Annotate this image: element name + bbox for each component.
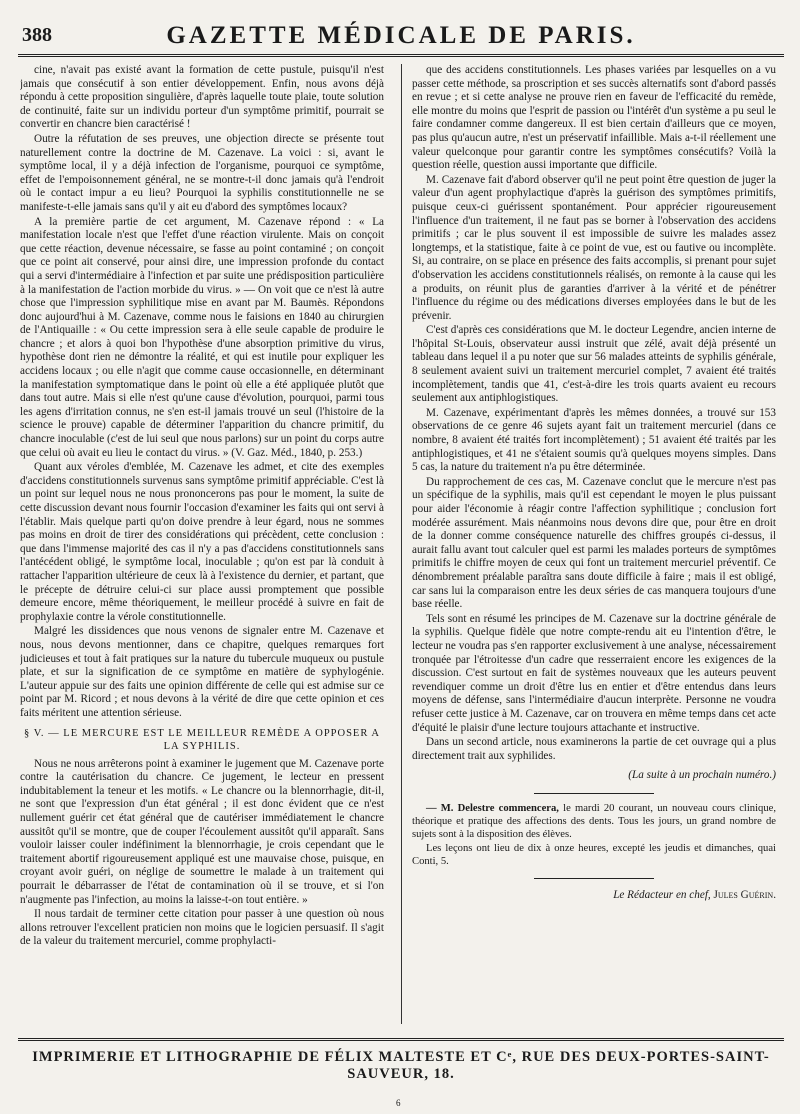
page-header (18, 14, 784, 57)
announcement-title: — M. Delestre commencera, (426, 802, 559, 814)
separator-rule (534, 793, 654, 794)
paragraph: Malgré les dissidences que nous venons de signaler entre M. Cazenave et nous, nous devons mentionner, dans ce chapitre, quelques remarques fort judicieuses et tout à fait pratiques sur la nature du tubercule muqueux ou pustule plate, et sur la signification de ce symptôme en matière de syphylogénie. L'auteur appuie sur des faits une opinion différente de celle qui est admise sur ce point par M. Ricord ; et nous devons à la vérité de dire que cette opinion et ces faits méritent une attention sérieuse. (20, 625, 384, 719)
right-column (412, 64, 776, 1024)
editor-signature (412, 889, 776, 903)
paragraph: Dans un second article, nous examinerons la partie de cet ouvrage qui a plus directement trait aux syphilides. (412, 736, 776, 762)
left-column (20, 64, 384, 1024)
paragraph: Outre la réfutation de ses preuves, une objection directe se présente tout naturellement contre la doctrine de M. Cazenave. La voici : si, avant le symptôme local, il y a déjà infection de l'organisme, pourquoi ce symptôme, effet de l'empoisonnement général, ne se montre-t-il donc jamais qu'à l'endroit où le contact impur a eu lieu? Pourquoi la syphilis constitutionnelle ne se manifeste-t-elle jamais sans qu'il y ait eu d'abord des symptômes locaux? (20, 132, 384, 213)
paragraph: M. Cazenave, expérimentant d'après les mêmes données, a trouvé sur 153 observations de ce genre 46 sujets ayant fait un traitement mercuriel (dans ce nombre, 8 avaient été traités fort incomplètement) ; 51 avaient été traités par les antiphlogistiques, et 41 ne s'étaient soumis qu'à quelques moyens simples. Dans 5 cas, la nature du traitement n'a pu être déterminée. (412, 406, 776, 474)
announcement-schedule: Les leçons ont lieu de dix à onze heures, excepté les jeudis et dimanches, quai Conti, 5. (412, 842, 776, 867)
continued-note: (La suite à un prochain numéro.) (628, 769, 776, 782)
paragraph: M. Cazenave fait d'abord observer qu'il ne peut point être question de juger la valeur d'un agent prophylactique d'après la guérison des symptômes primitifs, puisque ceux-ci guérissent spontanément. Pour apprécier rigoureusement l'influence d'un traitement, il ne faut pas se borner à l'observation des accidens primitifs ; car le plus souvent il est impossible de suivre les malades assez longtemps, et la statistique, faite à ce point de vue, est ou fautive ou incomplète. Si, au contraire, on se place en présence des faits accomplis, si prenant pour sujet d'observation les accidens constitutionnels réalisés, on remonte à la cause qui les a produits, on réunit plus de garanties d'arriver à la vérité et de pénétrer l'influence du régime ou des médications diverses employées dans le but de les prévenir. (412, 173, 776, 322)
announcement-text: le mardi 20 courant, un nouveau cours clinique, théorique et pratique des affections des dents. Tous les jours, un grand nombre de sujets sont à la disposition des élèves. (412, 802, 776, 840)
printer-imprint: IMPRIMERIE ET LITHOGRAPHIE DE FÉLIX MALTESTE ET Cᵉ, RUE DES DEUX-PORTES-SAINT-SAUVEUR, 18. (18, 1038, 784, 1083)
paragraph: cine, n'avait pas existé avant la formation de cette pustule, puisqu'il n'est jamais que consécutif à son entier développement. Enfin, nous avons déjà répondu à cette proposition singulière, d'après laquelle toute plaie, toute solution de continuité, faite sur un individu porteur d'un symptôme primitif, pourrait se convertir en chancre bien caractérisé ! (20, 64, 384, 131)
separator-rule (534, 878, 654, 879)
page-mark: 6 (396, 1098, 401, 1108)
paragraph: Du rapprochement de ces cas, M. Cazenave conclut que le mercure n'est pas un spécifique de la syphilis, mais qu'il est cependant le moyen le plus puissant pour aider l'économie à réagir contre l'affection syphilitique ; conclusion fort modérée assurément. Mais néanmoins nous devons dire que, pour être en droit de la donner comme conséquence naturelle des chiffres groupés ci-dessus, il aurait fallu avant tout calculer quel est parmi les malades porteurs de symptômes primitifs le chiffre moyen de ceux qui font un traitement mercuriel préventif. Ce dénombrement préalable paraîtra sans doute difficile à faire ; mais il est obligé, car sans lui la comparaison entre les deux séries de cas manquera toujours d'une base réelle. (412, 475, 776, 611)
paragraph: Il nous tardait de terminer cette citation pour passer à une question où nous allons retrouver l'excellent praticien non moins que le logicien persuasif. Il s'agit de la valeur du traitement mercuriel, comme prophylacti- (20, 908, 384, 948)
section-heading: § V. — LE MERCURE EST LE MEILLEUR REMÈDE A OPPOSER A LA SYPHILIS. (24, 727, 380, 753)
journal-title: GAZETTE MÉDICALE DE PARIS. (166, 22, 636, 49)
signature-prefix: Le Rédacteur en chef, (613, 888, 711, 901)
announcement (412, 802, 776, 841)
paragraph: A la première partie de cet argument, M. Cazenave répond : « La manifestation locale n'est que l'effet d'une réaction virulente. Mais on conçoit que cette réaction, devenue nécessaire, se fasse au point contaminé ; on conçoit que ce point ait conservé, pour ainsi dire, une impression profonde du contact qui a servi d'intermédiaire à l'infection et par suite une prédisposition particulière à la manifestation de l'action morbide du virus. » — On voit que ce n'est là autre chose que l'impression syphilitique mise en avant par M. Baumès. Répondons donc aujourd'hui à M. Cazenave, comme nous le faisions en 1840 au chirurgien de l'Antiquaille : « Ou cette impression sera à elle seule capable de produire le chancre ; et alors à quoi bon l'hypothèse d'une absorption primitive du virus, hypothèse dont rien ne démontre la réalité, et qui est inutile pour expliquer les accidens locaux ; ou elle n'agit que comme cause occasionnelle, en déterminant la manifestation symptomatique dans le point où elle a été appliquée plutôt que dans tout autre. Mais si elle n'est qu'une cause d'évolution, pourquoi, parmi tous les agens d'irritation connus, ne s'en est-il jamais trouvé un seul (l'histoire de la science le prouve) capable de déterminer l'apparition du chancre primitif, du chancre inoculable (c'est de lui seul que nous parlons) sur un point du corps autre que celui où avait eu lieu le contact du virus. » (V. Gaz. Méd., 1840, p. 253.) (20, 215, 384, 459)
paragraph: Quant aux véroles d'emblée, M. Cazenave les admet, et cite des exemples d'accidens constitutionnels survenus sans symptôme primitif appréciable. C'est là un point sur lequel nous ne nous prononcerons pas pour le moment, la suite de cette discussion devant nous fournir l'occasion d'examiner les faits qui ont servi à l'établir. Mais quelque parti qu'on doive prendre à leur égard, nous ne sommes pas moins en droit de tirer des considérations qui précèdent, cette conclusion : que dans l'immense majorité des cas il n'y a pas d'accidens constitutionnels sans l'antécédent obligé, le symptôme local, inoculable ; qu'on est par là conduit à rattacher l'apparition ultérieure de ceux là à l'existence du dernier, et partant, que le précepte de détruire celui-ci sur place aussi promptement que possible demeure encore, même théoriquement, le meilleur procédé à suivre en fait de prophylaxie contre la vérole constitutionnelle. (20, 461, 384, 623)
paragraph: C'est d'après ces considérations que M. le docteur Legendre, ancien interne de l'hôpital St-Louis, observateur aussi instruit que zélé, avait déjà présenté un tableau dans lequel il a pu noter que sur 56 malades atteints de syphilis générale, 8 seulement avaient suivi un traitement mercuriel complet, 7 avaient été traités incomplètement, tandis que 41, c'est-à-dire les trois quarts avaient eu recours seulement aux antiphlogistiques. (412, 324, 776, 405)
paragraph: que des accidens constitutionnels. Les phases variées par lesquelles on a vu passer cette méthode, sa proscription et ses succès alternatifs sont d'abord passés en revue ; et si cette analyse ne prouve rien en faveur de l'efficacité du remède, elle montre du moins que l'esprit de passion ou l'intérêt d'un système a pu seul le faire condamner comme dangereux. Il est bien certain d'ailleurs que ce moyen, pas plus qu'aucun autre, n'est un préservatif infaillible. Mais a-t-il réellement une valeur quelconque pour garantir contre les symptômes consécutifs? Voilà la question réelle, question aussi importante que difficile. (412, 64, 776, 172)
signature-name: Jules Guérin. (713, 888, 776, 901)
page-number: 388 (22, 24, 52, 46)
paragraph: Nous ne nous arrêterons point à examiner le jugement que M. Cazenave porte contre la cautérisation du chancre. Ce jugement, le lecteur en pressent indubitablement la teneur et les motifs. « Le chancre ou la blennorrhagie, dit-il, ne sont que l'expression d'un état général ; il est donc évident que ce n'est nullement guérir cet état général que de cautériser immédiatement le chancre aussitôt qu'il se montre, que de couper l'écoulement aussitôt qu'il apparaît. Sans vouloir laisser couler indéfiniment la blennorrhagie, je crois cependant que le traitement abortif rigoureusement appliqué est une mauvaise chose, puisque, en croyant avoir guéri, on néglige de soumettre le malade à un traitement qui pourrait le débarrasser de l'état de contamination où il se trouve, et si l'on n'augmente pas l'infection, au moins la laisse-t-on tout entière. » (20, 757, 384, 906)
paragraph: Tels sont en résumé les principes de M. Cazenave sur la doctrine générale de la syphilis. Quelque fidèle que notre compte-rendu ait eu l'intention d'être, le lecteur ne voudra pas s'en rapporter exclusivement à une analyse, nécessairement tronquée par l'étroitesse d'un cadre que resserraient encore les exigences de la discussion. C'est surtout en fait de systèmes nouveaux que les auteurs peuvent revendiquer comme un droit d'être lus en entier et d'être entendus dans leurs moyens de défense, sans l'intermédiaire d'aucun interprète. Personne ne voudra refuser cette justice à M. Cazenave, car on trouvera en même temps dans cet acte d'équité le plaisir d'une lecture toujours attachante et instructive. (412, 612, 776, 734)
column-divider (401, 64, 402, 1024)
